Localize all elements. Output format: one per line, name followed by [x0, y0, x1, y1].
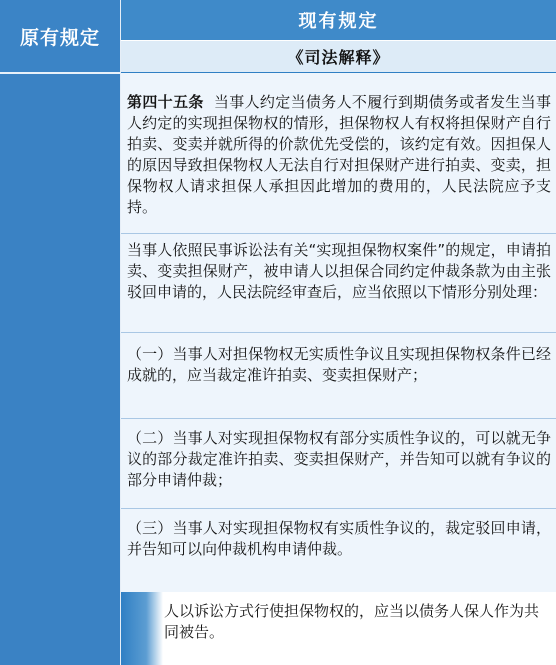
current-rules-header: 现有规定 [121, 0, 556, 40]
paragraph-separator [121, 233, 556, 234]
paragraph-separator [121, 508, 556, 509]
article-45 [127, 92, 551, 218]
article-45-text: 当事人约定当债务人不履行到期债务或者发生当事人约定的实现担保物权的情形，担保物权人有权将担保财产自行拍卖、变卖并就所得的价款优先受偿的，该约定有效。因担保人的原因导致担保物权人无法自行对担保财产进行拍卖、变卖，担保物权人请求担保人承担因此增加的费用的，人民法院应予支持。 [127, 93, 551, 216]
judicial-interpretation-subheader: 《司法解释》 [121, 41, 556, 72]
original-rules-header: 原有规定 [19, 27, 100, 49]
header-rule [121, 40, 556, 41]
original-rules-body [0, 74, 120, 665]
item-1: （一）当事人对担保物权无实质性争议且实现担保物权条件已经成就的，应当裁定准许拍卖、变卖担保财产； [127, 345, 551, 384]
paragraph-2: 当事人依照民事诉讼法有关“实现担保物权案件”的规定，申请拍卖、变卖担保财产，被申请人以担保合同约定仲裁条款为由主张驳回申请的，人民法院经审查后，应当依照以下情形分别处理： [127, 241, 551, 301]
paragraph-separator [121, 332, 556, 333]
cropped-edge [121, 592, 163, 665]
item-3: （三）当事人对实现担保物权有实质性争议的，裁定驳回申请，并告知可以向仲裁机构申请仲裁。 [127, 519, 551, 558]
partial-paragraph: 人以诉讼方式行使担保物权的，应当以债务人保人作为共同被告。 [164, 602, 540, 641]
paragraph-separator [121, 418, 556, 419]
article-45-number: 第四十五条 [127, 93, 204, 111]
original-rules-column [0, 0, 120, 665]
item-2: （二）当事人对实现担保物权有部分实质性争议的，可以就无争议的部分裁定准许拍卖、变卖担保财产，并告知可以就有争议的部分申请仲裁； [127, 429, 551, 489]
